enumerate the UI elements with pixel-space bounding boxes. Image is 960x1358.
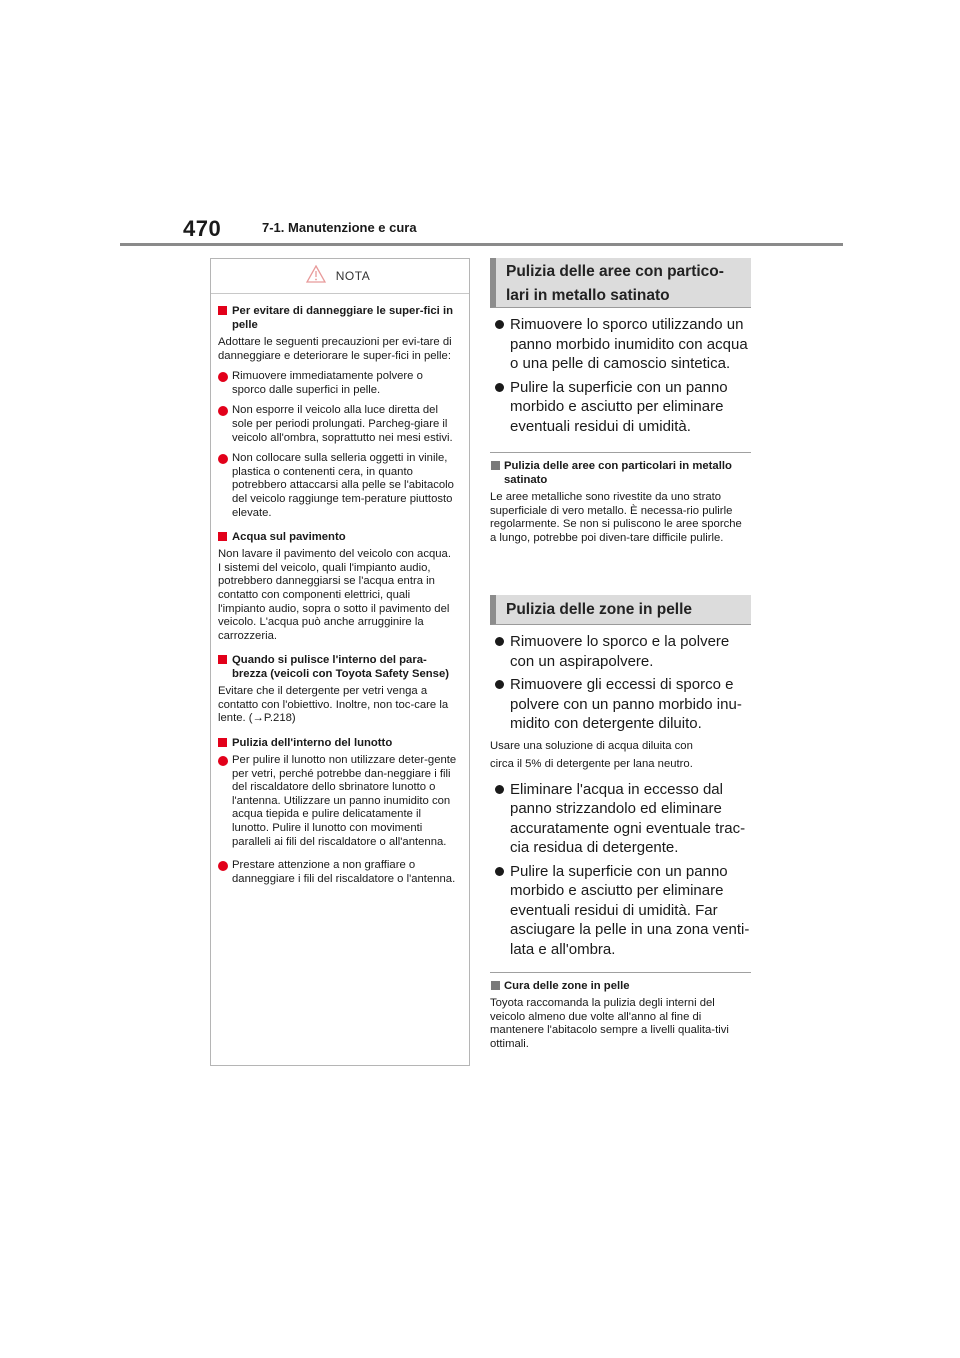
section-band-leather: Pulizia delle zone in pelle	[490, 595, 751, 625]
note-bullet: Per pulire il lunotto non utilizzare deter-gente per vetri, perché potrebbe dan-neggiare i fili del riscaldatore dello sbrinatore lunotto o l'antenna. Utilizzare un panno inumidito con acqua tiepida e pulire delicatamente il lunotto. Pulire il lunotto con movimenti paralleli ai fili del riscaldatore o all'antenna.	[217, 754, 459, 849]
satin-metal-bullets	[490, 315, 751, 440]
warning-triangle-icon	[306, 265, 326, 288]
section-band-satin-metal: Pulizia delle aree con partico-lari in metallo satinato	[490, 258, 751, 308]
leather-bullets	[490, 632, 751, 963]
info-heading: Cura delle zone in pelle	[490, 979, 751, 993]
circle-bullet-icon	[218, 372, 228, 382]
square-bullet-icon	[218, 738, 227, 747]
instruction-bullet: Rimuovere lo sporco e la polvere con un aspirapolvere.	[490, 632, 751, 671]
section-title: 7-1. Manutenzione e cura	[262, 220, 417, 235]
circle-bullet-icon	[495, 320, 504, 329]
note-heading-water: Acqua sul pavimento	[217, 530, 459, 544]
instruction-bullet: Eliminare l'acqua in eccesso dal panno strizzandolo ed eliminare accuratamente ogni eventuale trac-cia residua di detergente.	[490, 780, 751, 858]
satin-metal-info	[490, 452, 751, 545]
note-heading-leather: Per evitare di danneggiare le super-fici in pelle	[217, 304, 459, 332]
info-paragraph: Toyota raccomanda la pulizia degli interni del veicolo almeno due volte all'anno al fine di mantenere l'abitacolo sempre a livelli qualita-tivi ottimali.	[490, 997, 729, 1050]
circle-bullet-icon	[218, 406, 228, 416]
note-paragraph: Adottare le seguenti precauzioni per evi-tare di danneggiare e deteriorare le super-fici in pelle:	[218, 336, 452, 362]
note-heading-rear-window: Pulizia dell'interno del lunotto	[217, 736, 459, 750]
info-paragraph: Le aree metalliche sono rivestite da uno strato superficiale di vero metallo. È necessa-rio pulirle regolarmente. Se non si puliscono le aree sporche a lungo, potrebbe poi diven-tare difficile pulirle.	[490, 491, 742, 544]
note-bullet: Non esporre il veicolo alla luce diretta del sole per periodi prolungati. Parcheg-giare il veicolo all'ombra, soprattutto nei mesi estivi.	[217, 404, 459, 445]
circle-bullet-icon	[495, 867, 504, 876]
detergent-note-line: circa il 5% di detergente per lana neutro.	[490, 758, 693, 771]
circle-bullet-icon	[218, 454, 228, 464]
info-rule	[490, 452, 751, 453]
circle-bullet-icon	[495, 785, 504, 794]
circle-bullet-icon	[218, 756, 228, 766]
square-bullet-icon	[218, 532, 227, 541]
info-rule	[490, 972, 751, 973]
note-title: NOTA	[335, 269, 371, 283]
note-box	[210, 258, 470, 1066]
note-divider	[211, 293, 469, 294]
note-paragraph: Evitare che il detergente per vetri venga a contatto con l'obiettivo. Inoltre, non toc-care la lente. (→P.218)	[218, 685, 449, 725]
square-bullet-icon	[491, 461, 500, 470]
instruction-bullet: Pulire la superficie con un panno morbido e asciutto per eliminare eventuali residui di umidità. Far asciugare la pelle in una zona venti-lata e all'ombra.	[490, 862, 751, 960]
circle-bullet-icon	[495, 637, 504, 646]
circle-bullet-icon	[218, 861, 228, 871]
detergent-note-line: Usare una soluzione di acqua diluita con	[490, 739, 693, 752]
leather-care-info	[490, 972, 751, 1051]
square-bullet-icon	[218, 655, 227, 664]
circle-bullet-icon	[495, 680, 504, 689]
note-header	[217, 259, 459, 293]
note-heading-windshield: Quando si pulisce l'interno del para-brezza (veicoli con Toyota Safety Sense)	[217, 653, 459, 681]
square-bullet-icon	[491, 981, 500, 990]
instruction-bullet: Pulire la superficie con un panno morbido e asciutto per eliminare eventuali residui di umidità.	[490, 378, 751, 437]
note-paragraph: Non lavare il pavimento del veicolo con acqua. I sistemi del veicolo, quali l'impianto audio, potrebbero danneggiarsi se l'acqua entra in contatto con componenti elettrici, quali l'impianto audio, sopra o sotto il pavimento del veicolo. L'acqua può anche arrugginire la carrozzeria.	[218, 548, 451, 642]
note-bullet: Non collocare sulla selleria oggetti in vinile, plastica o contenenti cera, in quanto potrebbero attaccarsi alla pelle se l'abitacolo del veicolo raggiunge tem-perature piuttosto elevate.	[217, 452, 459, 520]
instruction-bullet: Rimuovere lo sporco utilizzando un panno morbido inumidito con acqua o una pelle di camoscio sintetica.	[490, 315, 751, 374]
info-heading: Pulizia delle aree con particolari in metallo satinato	[490, 459, 751, 487]
note-bullet: Prestare attenzione a non graffiare o danneggiare i fili del riscaldatore o l'antenna.	[217, 859, 459, 886]
page-number: 470	[183, 216, 222, 241]
instruction-bullet: Rimuovere gli eccessi di sporco e polvere con un panno morbido inu-midito con detergente diluito.	[490, 675, 751, 734]
header-rule	[120, 243, 843, 246]
note-bullet: Rimuovere immediatamente polvere o sporco dalle superfici in pelle.	[217, 370, 459, 397]
circle-bullet-icon	[495, 383, 504, 392]
square-bullet-icon	[218, 306, 227, 315]
